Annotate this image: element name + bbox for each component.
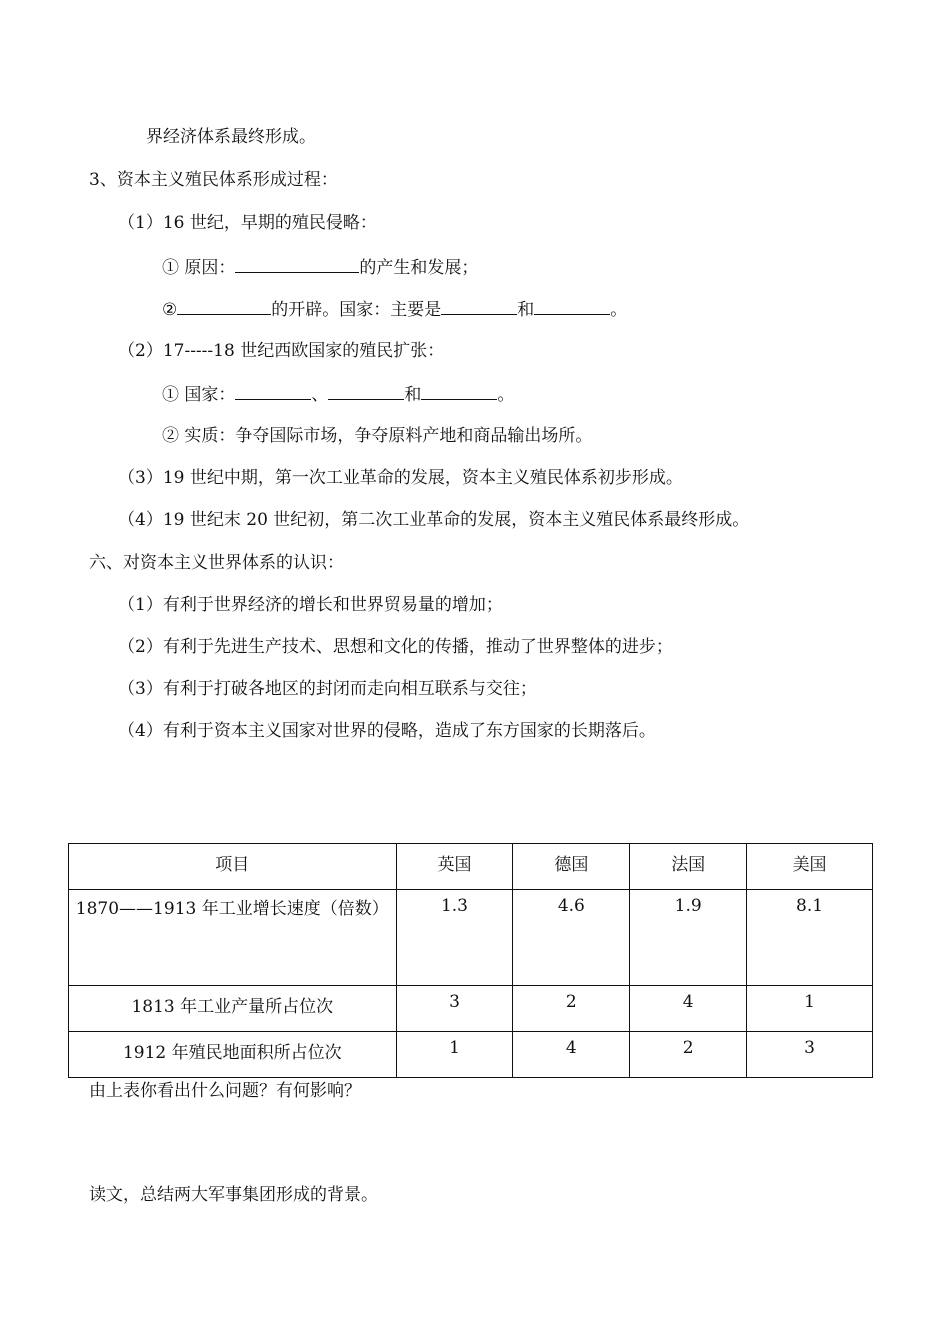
comparison-table xyxy=(68,843,873,1078)
text-fragment: 。 xyxy=(610,300,628,320)
table-row-label-text: 1870——1913 年工业增长速度（倍数） xyxy=(75,899,389,919)
table-row xyxy=(69,890,873,986)
text-line: （1）有利于世界经济的增长和世界贸易量的增加； xyxy=(118,595,503,615)
table-row-label: 1813 年工业产量所占位次 xyxy=(69,986,397,1032)
table-cell: 4 xyxy=(630,986,747,1032)
table-header-cell: 德国 xyxy=(513,844,630,890)
fill-blank-line xyxy=(162,255,478,279)
table-row xyxy=(69,986,873,1032)
text-fragment: ① 国家： xyxy=(162,385,236,405)
table-cell: 2 xyxy=(630,1032,747,1078)
table-cell: 1 xyxy=(396,1032,513,1078)
table-header-cell: 美国 xyxy=(747,844,873,890)
section-heading: 3、资本主义殖民体系形成过程： xyxy=(89,170,338,190)
section-heading: 六、对资本主义世界体系的认识： xyxy=(89,553,344,573)
table-cell: 3 xyxy=(396,986,513,1032)
text-fragment: 。 xyxy=(497,385,515,405)
table-row-label xyxy=(69,890,397,986)
text-line: （4）19 世纪末 20 世纪初，第二次工业革命的发展，资本主义殖民体系最终形成。 xyxy=(118,510,750,530)
answer-blank[interactable] xyxy=(441,297,517,315)
text-line: （3）19 世纪中期，第一次工业革命的发展，资本主义殖民体系初步形成。 xyxy=(118,468,683,488)
text-line: （2）有利于先进生产技术、思想和文化的传播，推动了世界整体的进步； xyxy=(118,637,673,657)
text-fragment: ② xyxy=(162,300,178,320)
table-row-label: 1912 年殖民地面积所占位次 xyxy=(69,1032,397,1078)
text-line: （4）有利于资本主义国家对世界的侵略，造成了东方国家的长期落后。 xyxy=(118,721,656,741)
table-cell: 2 xyxy=(513,986,630,1032)
table-cell: 4 xyxy=(513,1032,630,1078)
text-fragment: 和 xyxy=(517,300,535,320)
table-cell: 1.9 xyxy=(630,890,747,986)
text-fragment: 和 xyxy=(404,385,422,405)
text-fragment: 、 xyxy=(311,385,329,405)
text-fragment: ① 原因： xyxy=(162,258,236,278)
table-cell: 1 xyxy=(747,986,873,1032)
text-line: （3）有利于打破各地区的封闭而走向相互联系与交往； xyxy=(118,679,537,699)
question-text: 读文，总结两大军事集团形成的背景。 xyxy=(89,1185,378,1205)
fill-blank-line xyxy=(162,297,627,321)
table-header-cell: 项目 xyxy=(69,844,397,890)
table-header-cell: 英国 xyxy=(396,844,513,890)
fill-blank-line xyxy=(162,382,514,406)
text-line: （1）16 世纪，早期的殖民侵略： xyxy=(118,213,377,233)
table-cell: 8.1 xyxy=(747,890,873,986)
table-header-row xyxy=(69,844,873,890)
answer-blank[interactable] xyxy=(177,297,271,315)
table-row xyxy=(69,1032,873,1078)
answer-blank[interactable] xyxy=(328,382,404,400)
answer-blank[interactable] xyxy=(235,255,359,273)
text-line: 界经济体系最终形成。 xyxy=(146,127,316,147)
answer-blank[interactable] xyxy=(235,382,311,400)
text-line: ② 实质：争夺国际市场，争夺原料产地和商品输出场所。 xyxy=(162,426,593,446)
text-line: （2）17-----18 世纪西欧国家的殖民扩张： xyxy=(118,341,445,361)
question-text: 由上表你看出什么问题？有何影响？ xyxy=(89,1081,361,1101)
answer-blank[interactable] xyxy=(421,382,497,400)
answer-blank[interactable] xyxy=(534,297,610,315)
table-cell: 1.3 xyxy=(396,890,513,986)
text-fragment: 的开辟。国家：主要是 xyxy=(271,300,442,320)
table-cell: 3 xyxy=(747,1032,873,1078)
text-fragment: 的产生和发展； xyxy=(359,258,479,278)
table-cell: 4.6 xyxy=(513,890,630,986)
table-header-cell: 法国 xyxy=(630,844,747,890)
